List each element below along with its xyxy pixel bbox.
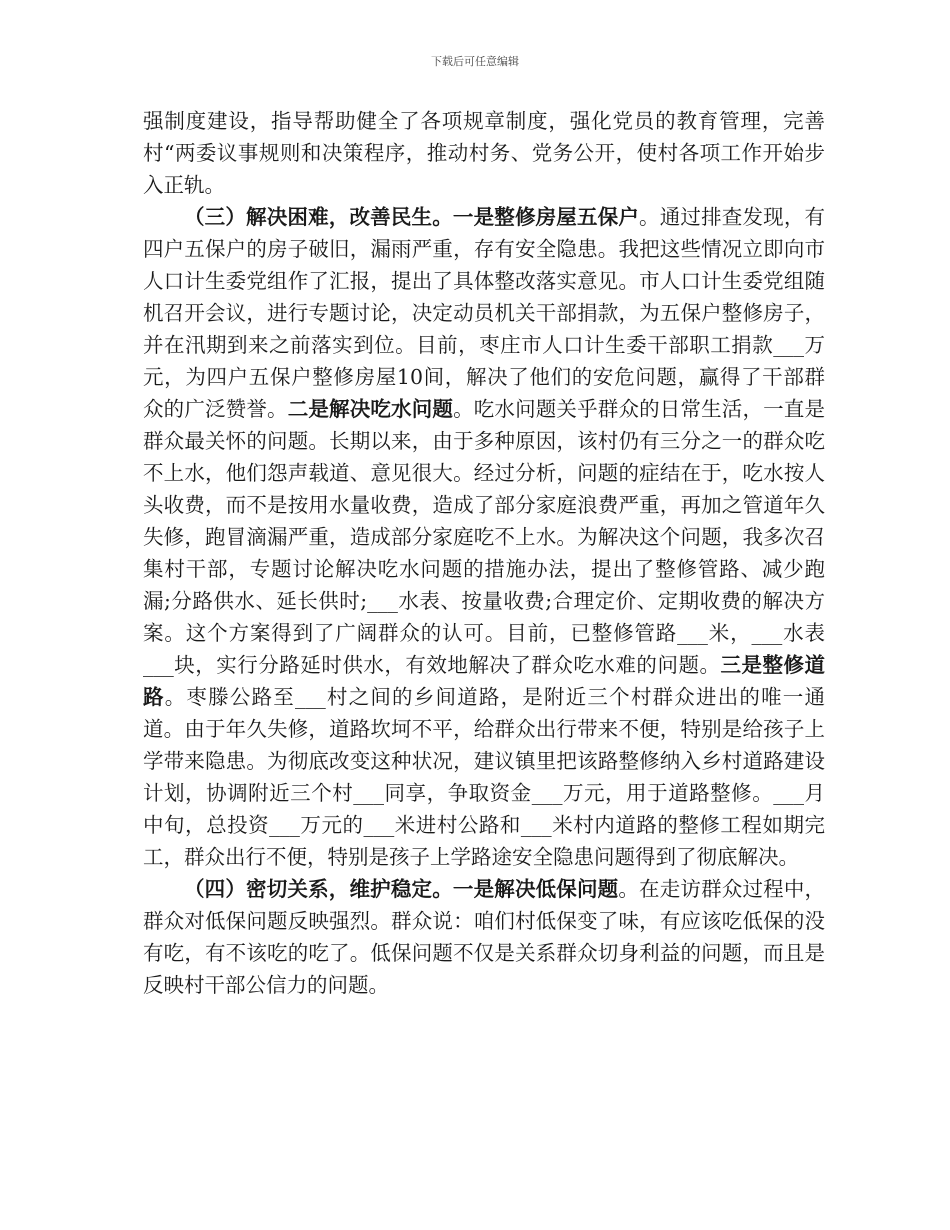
page-header: 下载后可任意编辑 — [431, 55, 519, 68]
section-heading-3: （三）解决困难，改善民生。 — [184, 205, 453, 229]
paragraph-1-text: 强制度建设，指导帮助健全了各项规章制度，强化党员的教育管理，完善村“两委议事规则和决策程序，推动村务、党务公开，使村各项工作开始步入正轨。 — [143, 109, 825, 197]
paragraph-3 — [143, 873, 825, 1001]
item-2-heading: 二是解决吃水问题 — [287, 397, 454, 421]
item-4-heading: 一是解决低保问题 — [452, 877, 619, 901]
item-3-heading: 三是整修道路 — [143, 653, 826, 709]
item-2-text: 。吃水问题关乎群众的日常生活，一直是群众最关怀的问题。长期以来，由于多种原因，该村仍有三分之一的群众吃不上水，他们怨声载道、意见很大。经过分析，问题的症结在于，吃水按人头收费，而不是按用水量收费，造成了部分家庭浪费严重，再加之管道年久失修，跑冒滴漏严重，造成部分家庭吃不上水。为解决这个问题，我多次召集村干部，专题讨论解决吃水问题的措施办法，提出了整修管路、减少跑漏;分路供水、延长供时;___水表、按量收费;合理定价、定期收费的解决方案。这个方案得到了广阔群众的认可。目前，已整修管路___米，___水表___块，实行分路延时供水，有效地解决了群众吃水难的问题。 — [143, 397, 825, 677]
item-4-text: 。在走访群众过程中，群众对低保问题反映强烈。群众说：咱们村低保变了味，有应该吃低保的没有吃，有不该吃的吃了。低保问题不仅是关系群众切身利益的问题，而且是反映村干部公信力的问题。 — [143, 877, 826, 997]
item-3-text: 。枣滕公路至___村之间的乡间道路，是附近三个村群众进出的唯一通道。由于年久失修，道路坎坷不平，给群众出行带来不便，特别是给孩子上学带来隐患。为彻底改变这种状况，建议镇里把该路整修纳入乡村道路建设计划，协调附近三个村___同享，争取资金___万元，用于道路整修。___月中旬，总投资___万元的___米进村公路和___米村内道路的整修工程如期完工，群众出行不便，特别是孩子上学路途安全隐患问题得到了彻底解决。 — [143, 685, 826, 869]
section-heading-4: （四）密切关系，维护稳定。 — [184, 877, 453, 901]
item-1-heading: 一是整修房屋五保户 — [452, 205, 640, 229]
document-body — [143, 105, 825, 1001]
paragraph-2 — [143, 201, 825, 873]
paragraph-1 — [143, 105, 825, 201]
item-1-text: 。通过排查发现，有四户五保户的房子破旧，漏雨严重，存有安全隐患。我把这些情况立即向市人口计生委党组作了汇报，提出了具体整改落实意见。市人口计生委党组随机召开会议，进行专题讨论，决定动员机关干部捐款，为五保户整修房子，并在汛期到来之前落实到位。目前，枣庄市人口计生委干部职工捐款___万元，为四户五保户整修房屋10间，解决了他们的安危问题，赢得了干部群众的广泛赞誉。 — [143, 205, 826, 421]
